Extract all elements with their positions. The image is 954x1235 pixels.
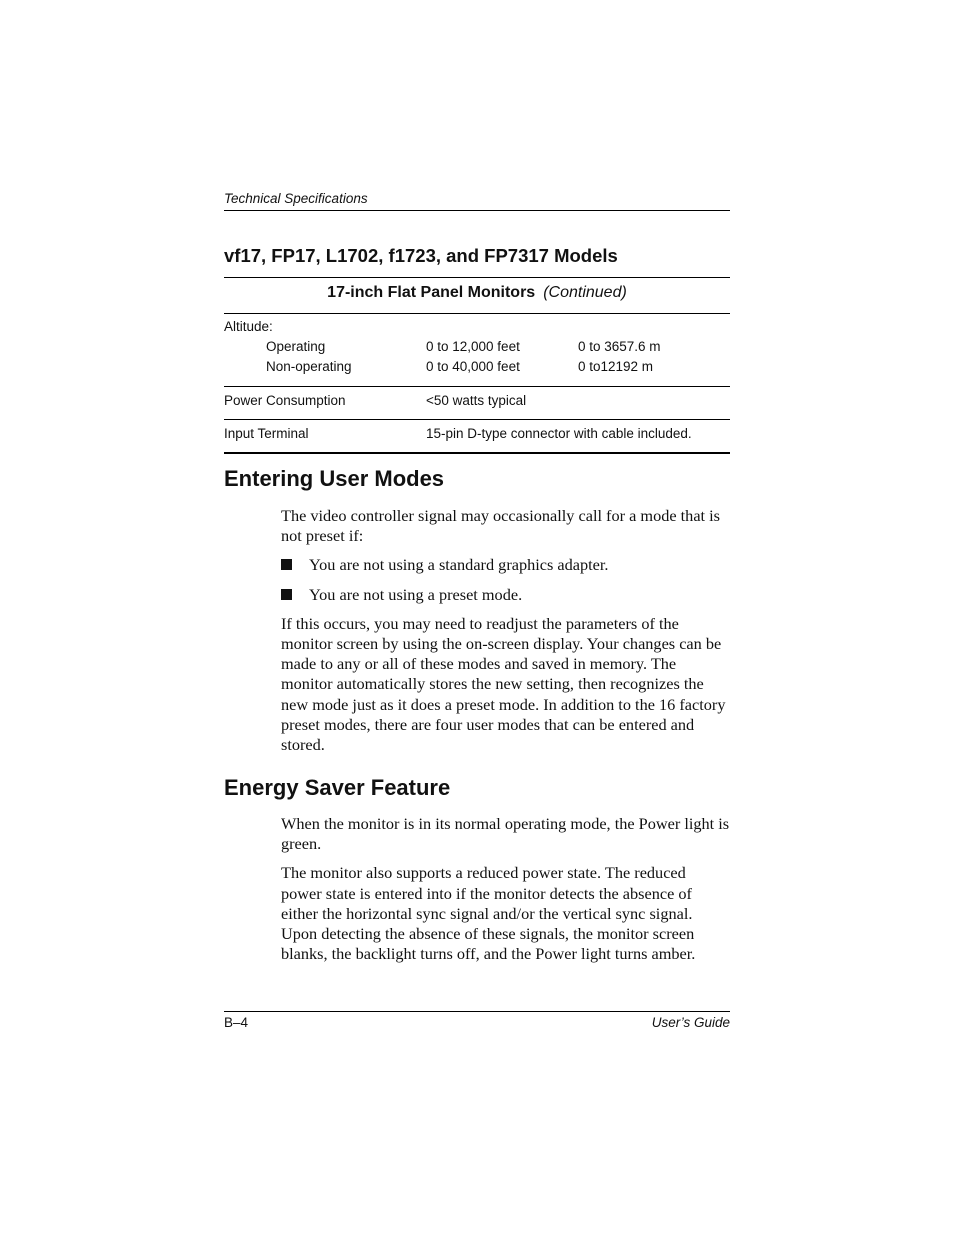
energy-saver-paragraph-2: The monitor also supports a reduced power state. The reduced power state is entered into if the monitor detects the absence of either the horizontal sync signal and/or the vertical sync signal. Upon detecting the absence of these signals, the monitor screen blanks, the backlight turns off, and the Power light turns amber. — [281, 863, 696, 964]
spec-table — [224, 277, 730, 454]
altitude-operating-label: Operating — [266, 339, 326, 354]
guide-title: User’s Guide — [651, 1015, 730, 1030]
power-label: Power Consumption — [224, 393, 346, 408]
altitude-operating-imperial: 0 to 12,000 feet — [426, 339, 520, 354]
bullet-text: You are not using a standard graphics adapter. — [309, 555, 609, 575]
altitude-label: Altitude: — [224, 319, 273, 334]
energy-saver-body — [281, 814, 730, 964]
user-modes-intro: The video controller signal may occasionally call for a mode that is not preset if: — [281, 506, 720, 546]
table-row-altitude — [224, 314, 730, 387]
page-number: B–4 — [224, 1015, 249, 1030]
square-bullet-icon — [281, 559, 292, 570]
altitude-nonoperating-label: Non-operating — [266, 359, 352, 374]
user-modes-body — [281, 506, 730, 755]
caption-note: (Continued) — [543, 284, 627, 301]
list-item — [281, 555, 730, 575]
table-row-input — [224, 420, 730, 452]
caption-main: 17-inch Flat Panel Monitors — [327, 284, 536, 301]
power-value: <50 watts typical — [426, 393, 527, 408]
energy-saver-paragraph-1: When the monitor is in its normal operating mode, the Power light is green. — [281, 814, 730, 854]
user-modes-paragraph: If this occurs, you may need to readjust the parameters of the monitor screen by using the on-screen display. Your changes can be made to any or all of these modes and saved in memory. The monitor automatically stores the new setting, then recognizes the new mode just as it does a preset mode. In addition to the 16 factory preset modes, there are four user modes that can be entered and stored. — [281, 613, 726, 755]
energy-saver-heading: Energy Saver Feature — [224, 775, 451, 800]
input-label: Input Terminal — [224, 426, 309, 441]
altitude-operating-metric: 0 to 3657.6 m — [578, 339, 661, 354]
list-item — [281, 585, 730, 605]
bullet-text: You are not using a preset mode. — [309, 584, 523, 604]
square-bullet-icon — [281, 589, 292, 600]
input-value: 15-pin D-type connector with cable included. — [426, 426, 692, 441]
altitude-nonoperating-metric: 0 to12192 m — [578, 359, 654, 374]
table-row-power — [224, 387, 730, 420]
user-modes-heading: Entering User Modes — [224, 466, 445, 491]
altitude-nonoperating-imperial: 0 to 40,000 feet — [426, 359, 520, 374]
table-section-title: vf17, FP17, L1702, f1723, and FP7317 Models — [224, 245, 618, 266]
page-footer — [224, 1011, 730, 1030]
spec-table-caption — [224, 278, 730, 314]
running-header: Technical Specifications — [224, 191, 730, 211]
